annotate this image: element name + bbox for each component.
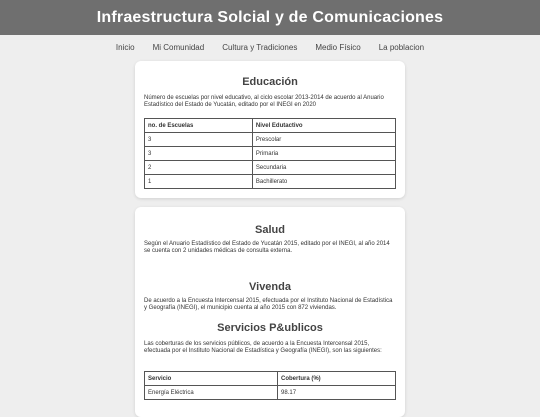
table-header-row xyxy=(145,119,396,133)
table-cell: 3 xyxy=(145,133,253,147)
infraestructura-card xyxy=(135,207,405,417)
vivienda-heading: Vivenda xyxy=(249,281,291,293)
servicios-table-wrap xyxy=(144,371,396,400)
main-nav xyxy=(0,35,540,59)
nav-la-poblacion[interactable]: La poblacion xyxy=(378,42,425,52)
page-header xyxy=(0,0,540,35)
servicios-table xyxy=(144,371,396,400)
nav-mi-comunidad[interactable]: Mi Comunidad xyxy=(152,42,205,52)
table-header-cell: Cobertura (%) xyxy=(278,372,396,386)
table-cell: Prescolar xyxy=(252,133,395,147)
educacion-table xyxy=(144,118,396,189)
educacion-table-wrap xyxy=(144,118,396,189)
table-cell: 2 xyxy=(145,161,253,175)
table-row xyxy=(145,386,396,400)
table-row xyxy=(145,147,396,161)
educacion-heading: Educación xyxy=(242,76,298,88)
vivienda-text: De acuerdo a la Encuesta Intercensal 2015, efectuada por el Instituto Nacional de Estadística y Geografía (INEGI), el municipio cuenta al año 2015 con 872 viviendas. xyxy=(144,298,393,312)
salud-text: Según el Anuario Estadístico del Estado de Yucatán 2015, editado por el INEGI, al año 2014 se cuenta con 2 unidades médicas de consulta externa. xyxy=(144,241,390,255)
educacion-card xyxy=(135,61,405,198)
table-row xyxy=(145,175,396,189)
site-title: Infraestructura Solcial y de Comunicaciones xyxy=(96,9,444,26)
table-row xyxy=(145,133,396,147)
educacion-text: Número de escuelas por nivel educativo, al ciclo escolar 2013-2014 de acuerdo al Anuario Estadístico del Estado de Yucatán, editado por el INEGI en 2020 xyxy=(144,95,384,109)
table-header-cell: Nivel Edutactivo xyxy=(252,119,395,133)
nav-medio-fisico[interactable]: Medio Físico xyxy=(315,42,361,52)
table-header-row xyxy=(145,372,396,386)
nav-inicio[interactable]: Inicio xyxy=(115,42,135,52)
table-header-cell: no. de Escuelas xyxy=(145,119,253,133)
table-cell: 98.17 xyxy=(278,386,396,400)
table-cell: Secundaria xyxy=(252,161,395,175)
table-cell: 3 xyxy=(145,147,253,161)
table-cell: 1 xyxy=(145,175,253,189)
nav-cultura-tradiciones[interactable]: Cultura y Tradiciones xyxy=(222,42,298,52)
table-cell: Primaria xyxy=(252,147,395,161)
table-header-cell: Servicio xyxy=(145,372,278,386)
table-cell: Energía Eléctrica xyxy=(145,386,278,400)
servicios-text: Las coberturas de los servicios públicos, de acuerdo a la Encuesta Intercensal 2015, efectuada por el Instituto Nacional de Estadística y Geografía (INEGI), son las siguientes: xyxy=(144,341,382,355)
salud-heading: Salud xyxy=(255,224,285,236)
servicios-heading: Servicios P&ublicos xyxy=(217,322,323,334)
table-cell: Bachillerato xyxy=(252,175,395,189)
table-row xyxy=(145,161,396,175)
